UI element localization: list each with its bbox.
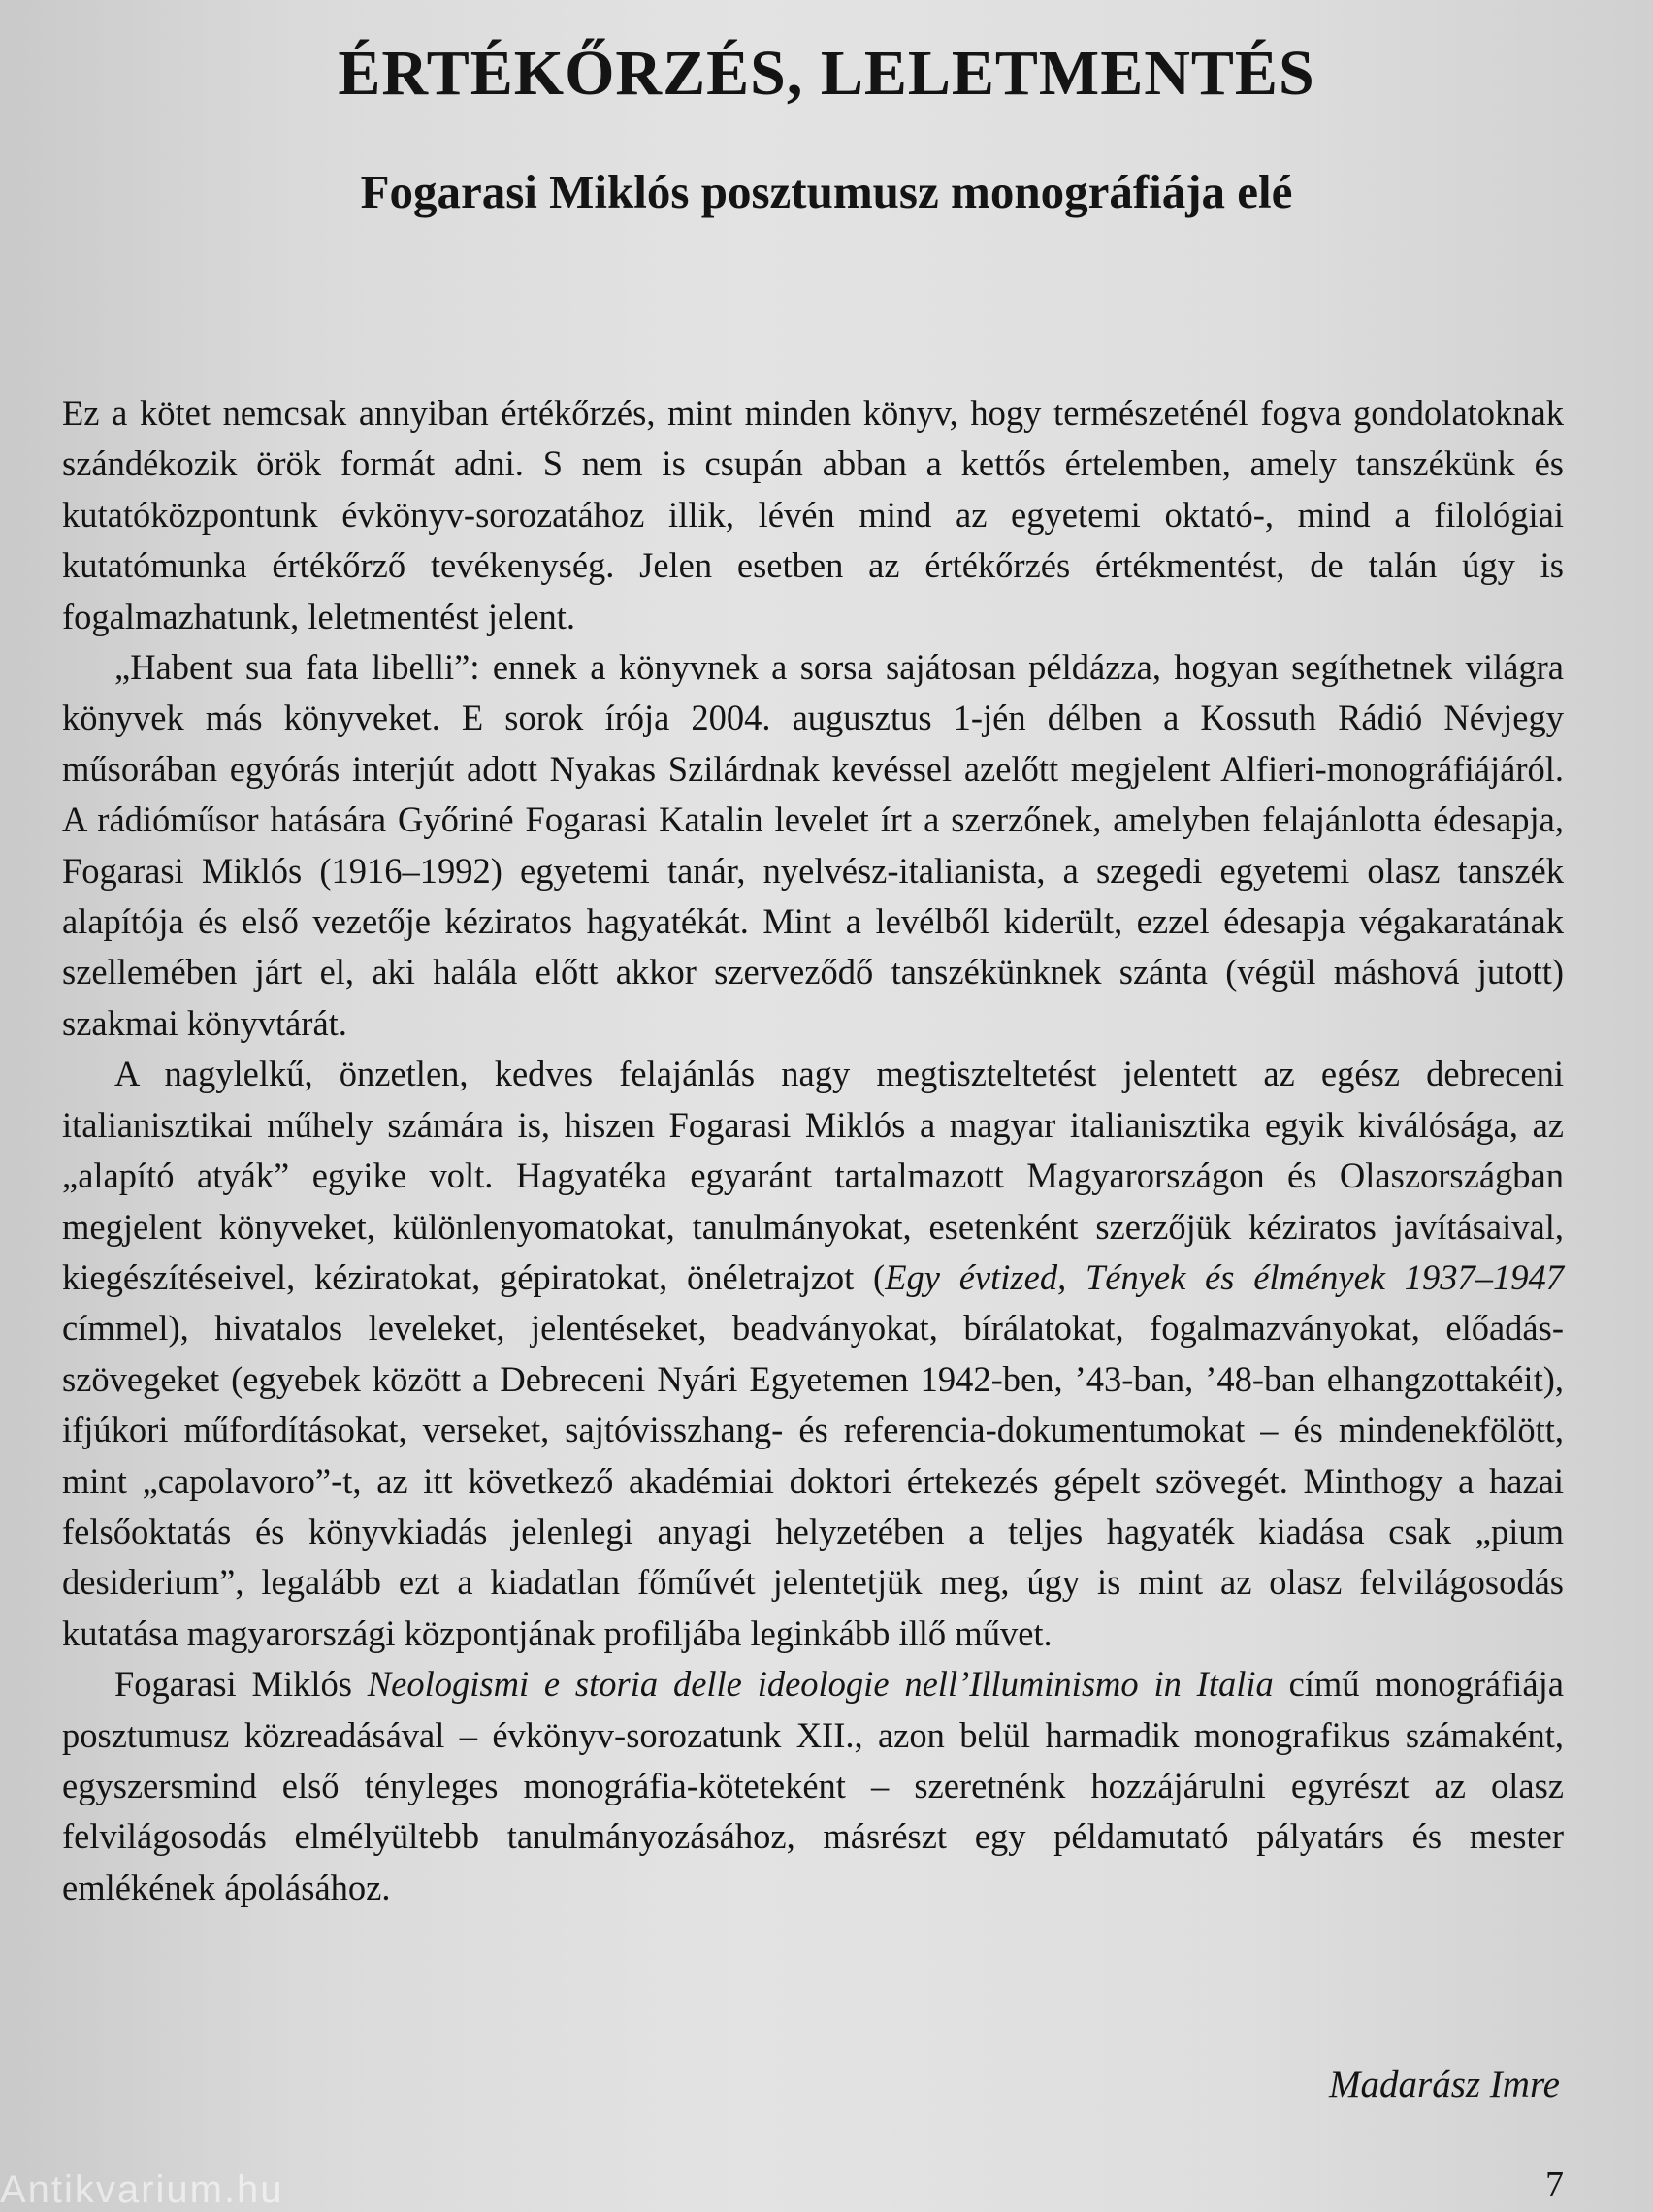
paragraph-4-italic-title: Neologismi e storia delle ideologie nell’Illuminismo in Italia (367, 1664, 1274, 1705)
paragraph-3-italic-title: Egy évtized, Tények és élmények 1937–1947 (885, 1256, 1564, 1297)
page-number: 7 (1545, 2164, 1564, 2205)
author-signature: Madarász Imre (1329, 2064, 1560, 2105)
page-subtitle: Fogarasi Miklós posztumusz monográfiája elé (360, 165, 1293, 218)
paragraph-3 (62, 1049, 1564, 1659)
watermark: Antikvarium.hu (0, 2168, 284, 2211)
paragraph-3-part-a: A nagylelkű, önzetlen, kedves felajánlás nagy megtiszteltetést jelentett az egész debreceni italianisztikai műhely számára is, hiszen Fogarasi Miklós a magyar italianisztika egyik kiválósága, az „alapító atyák” egyike volt. Hagyatéka egyaránt tartalmazott Magyarországon és Olaszországban megjelent könyveket, különlenyomatokat, tanulmányokat, esetenként szerzőjük kéziratos javításaival, kiegészítéseivel, kéziratokat, gépiratokat, önéletrajzot ( (62, 1054, 1564, 1297)
paragraph-4-part-a: Fogarasi Miklós (114, 1664, 368, 1705)
page-title: ÉRTÉKŐRZÉS, LELETMENTÉS (338, 38, 1315, 109)
paragraph-3-part-b: címmel), hivatalos leveleket, jelentéseket, beadványokat, bírálatokat, fogalmazványokat, előadás-szövegeket (egyebek között a Debreceni Nyári Egyetemen 1942-ben, ’43-ban, ’48-ban elhangzottakéit), ifjúkori műfordításokat, verseket, sajtóvisszhang- és referencia-dokumentumokat – és mindenekfölött, mint „capolavoro”-t, az itt következő akadémiai doktori értekezés gépelt szövegét. Minthogy a hazai felsőoktatás és könyvkiadás jelenlegi anyagi helyzetében a teljes hagyaték kiadása csak „pium desiderium”, legalább ezt a kiadatlan főművét jelentetjük meg, úgy is mint az olasz felvilágosodás kutatása magyarországi központjának profiljába leginkább illő művet. (62, 1308, 1564, 1653)
paragraph-1: Ez a kötet nemcsak annyiban értékőrzés, mint minden könyv, hogy természeténél fogva gondolatoknak szándékozik örök formát adni. S nem is csupán abban a kettős értelemben, amely tanszékünk és kutatóközpontunk évkönyv-sorozatához illik, lévén mind az egyetemi oktató-, mind a filológiai kutatómunka értékőrző tevékenység. Jelen esetben az értékőrzés értékmentést, de talán úgy is fogalmazhatunk, leletmentést jelent. (62, 393, 1564, 636)
paragraph-2: „Habent sua fata libelli”: ennek a könyvnek a sorsa sajátosan példázza, hogyan segíthetnek világra könyvek más könyveket. E sorok írója 2004. augusztus 1-jén délben a Kossuth Rádió Névjegy műsorában egyórás interjút adott Nyakas Szilárdnak kevéssel azelőtt megjelent Alfieri-monográfiájáról. A rádióműsor hatására Győriné Fogarasi Katalin levelet írt a szerzőnek, amelyben felajánlotta édesapja, Fogarasi Miklós (1916–1992) egyetemi tanár, nyelvész-italianista, a szegedi egyetemi olasz tanszék alapítója és első vezetője kéziratos hagyatékát. Mint a levélből kiderült, ezzel édesapja végakaratának szellemében járt el, aki halála előtt akkor szerveződő tanszékünknek szánta (végül máshová jutott) szakmai könyvtárát. (62, 647, 1564, 1043)
paragraph-4-part-b: című monográfiája posztumusz közreadásával – évkönyv-sorozatunk XII., azon belül harmadik monografikus számaként, egyszersmind első tényleges monográfia-köteteként – szeretnénk hozzájárulni egyrészt az olasz felvilágosodás elmélyültebb tanulmányozásához, másrészt egy példamutató pályatárs és mester emlékének ápolásához. (62, 1664, 1564, 1907)
paragraph-4 (62, 1659, 1564, 1913)
body-text (62, 388, 1564, 1913)
